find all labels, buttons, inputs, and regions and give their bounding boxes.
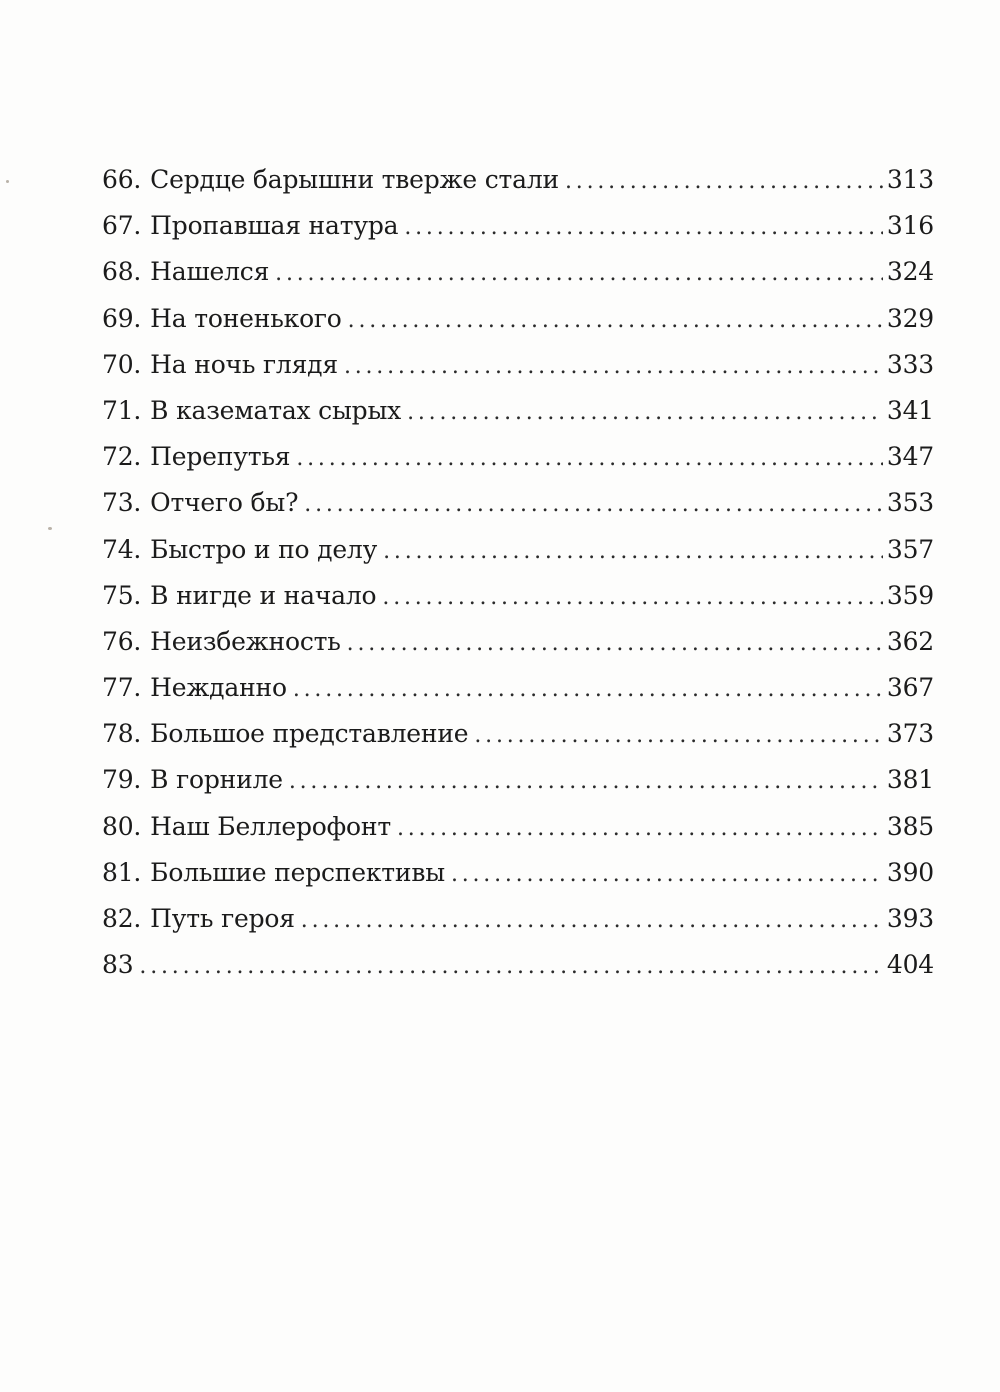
chapter-title: В нигде и начало	[150, 580, 377, 610]
chapter-number: 80.	[102, 811, 142, 841]
toc-entry[interactable]	[102, 573, 934, 619]
page-number: 362	[886, 626, 934, 656]
chapter-title: Быстро и по делу	[150, 534, 378, 564]
toc-entry[interactable]	[102, 388, 934, 434]
dot-leader	[407, 390, 883, 436]
chapter-title: Большие перспективы	[150, 857, 445, 887]
dot-leader	[404, 205, 883, 251]
toc-entry[interactable]	[102, 711, 934, 757]
toc-entry[interactable]	[102, 157, 934, 203]
dot-leader	[296, 436, 883, 482]
page-number: 373	[886, 719, 934, 749]
dot-leader	[565, 159, 883, 205]
dot-leader	[293, 667, 883, 713]
page-number: 316	[886, 211, 934, 241]
chapter-number: 72.	[102, 442, 142, 472]
chapter-number: 78.	[102, 719, 142, 749]
page-number: 390	[886, 857, 934, 887]
chapter-title: Неизбежность	[150, 626, 341, 656]
dot-leader	[289, 759, 883, 805]
toc-entry[interactable]	[102, 942, 934, 988]
chapter-number: 73.	[102, 488, 142, 518]
page-number: 347	[886, 442, 934, 472]
chapter-title: В казематах сырых	[150, 395, 402, 425]
chapter-title: Нашелся	[150, 257, 270, 287]
chapter-number: 81.	[102, 857, 142, 887]
dot-leader	[383, 529, 883, 575]
chapter-number: 77.	[102, 673, 142, 703]
toc-entry[interactable]	[102, 342, 934, 388]
chapter-title: Наш Беллерофонт	[150, 811, 391, 841]
chapter-title: Путь героя	[150, 904, 295, 933]
toc-entry[interactable]	[102, 619, 934, 665]
page-number: 353	[886, 488, 934, 518]
chapter-title: Отчего бы?	[150, 488, 299, 518]
page-number: 404	[886, 950, 934, 980]
toc-entry[interactable]	[102, 896, 934, 942]
toc-entry[interactable]	[102, 434, 934, 480]
page-number: 385	[886, 811, 934, 841]
dot-leader	[275, 251, 883, 297]
page-number: 359	[886, 580, 934, 610]
chapter-number: 69.	[102, 303, 142, 333]
paper-speck	[48, 527, 52, 530]
chapter-title: Сердце барышни тверже стали	[150, 165, 560, 194]
dot-leader	[382, 575, 882, 621]
dot-leader	[474, 713, 882, 759]
chapter-number: 76.	[102, 626, 142, 656]
page-number: 357	[886, 534, 934, 564]
page-number: 381	[886, 765, 934, 795]
chapter-number: 82.	[102, 904, 142, 933]
toc-entry[interactable]	[102, 203, 934, 249]
toc-entry[interactable]	[102, 527, 934, 573]
page-number: 324	[886, 257, 934, 287]
dot-leader	[347, 621, 883, 667]
chapter-title: На ночь глядя	[150, 349, 338, 379]
toc-entry[interactable]	[102, 296, 934, 342]
chapter-number: 67.	[102, 211, 142, 241]
chapter-title: На тоненького	[150, 303, 342, 333]
chapter-number: 83	[102, 950, 134, 980]
chapter-title: Перепутья	[150, 442, 291, 472]
chapter-title: Большое представление	[150, 719, 469, 749]
paper-speck	[6, 180, 9, 183]
dot-leader	[348, 298, 883, 344]
page-number: 341	[886, 395, 934, 425]
dot-leader	[139, 944, 882, 990]
dot-leader	[301, 898, 883, 944]
dot-leader	[304, 482, 883, 528]
toc-entry[interactable]	[102, 850, 934, 896]
chapter-number: 70.	[102, 349, 142, 379]
chapter-title: Нежданно	[150, 673, 287, 703]
page-number: 367	[886, 673, 934, 703]
dot-leader	[344, 344, 883, 390]
page-number: 393	[886, 904, 934, 933]
chapter-number: 75.	[102, 580, 142, 610]
chapter-number: 74.	[102, 534, 142, 564]
chapter-title: Пропавшая натура	[150, 211, 399, 241]
toc-entry[interactable]	[102, 480, 934, 526]
chapter-number: 79.	[102, 765, 142, 795]
chapter-number: 71.	[102, 395, 142, 425]
chapter-title: В горниле	[150, 765, 283, 795]
chapter-number: 68.	[102, 257, 142, 287]
toc-entry[interactable]	[102, 665, 934, 711]
chapter-number: 66.	[102, 165, 142, 194]
table-of-contents	[102, 157, 934, 988]
page-number: 313	[886, 165, 934, 194]
dot-leader	[451, 852, 883, 898]
page-number: 329	[886, 303, 934, 333]
toc-entry[interactable]	[102, 249, 934, 295]
toc-entry[interactable]	[102, 757, 934, 803]
page-number: 333	[886, 349, 934, 379]
dot-leader	[397, 806, 883, 852]
toc-entry[interactable]	[102, 804, 934, 850]
